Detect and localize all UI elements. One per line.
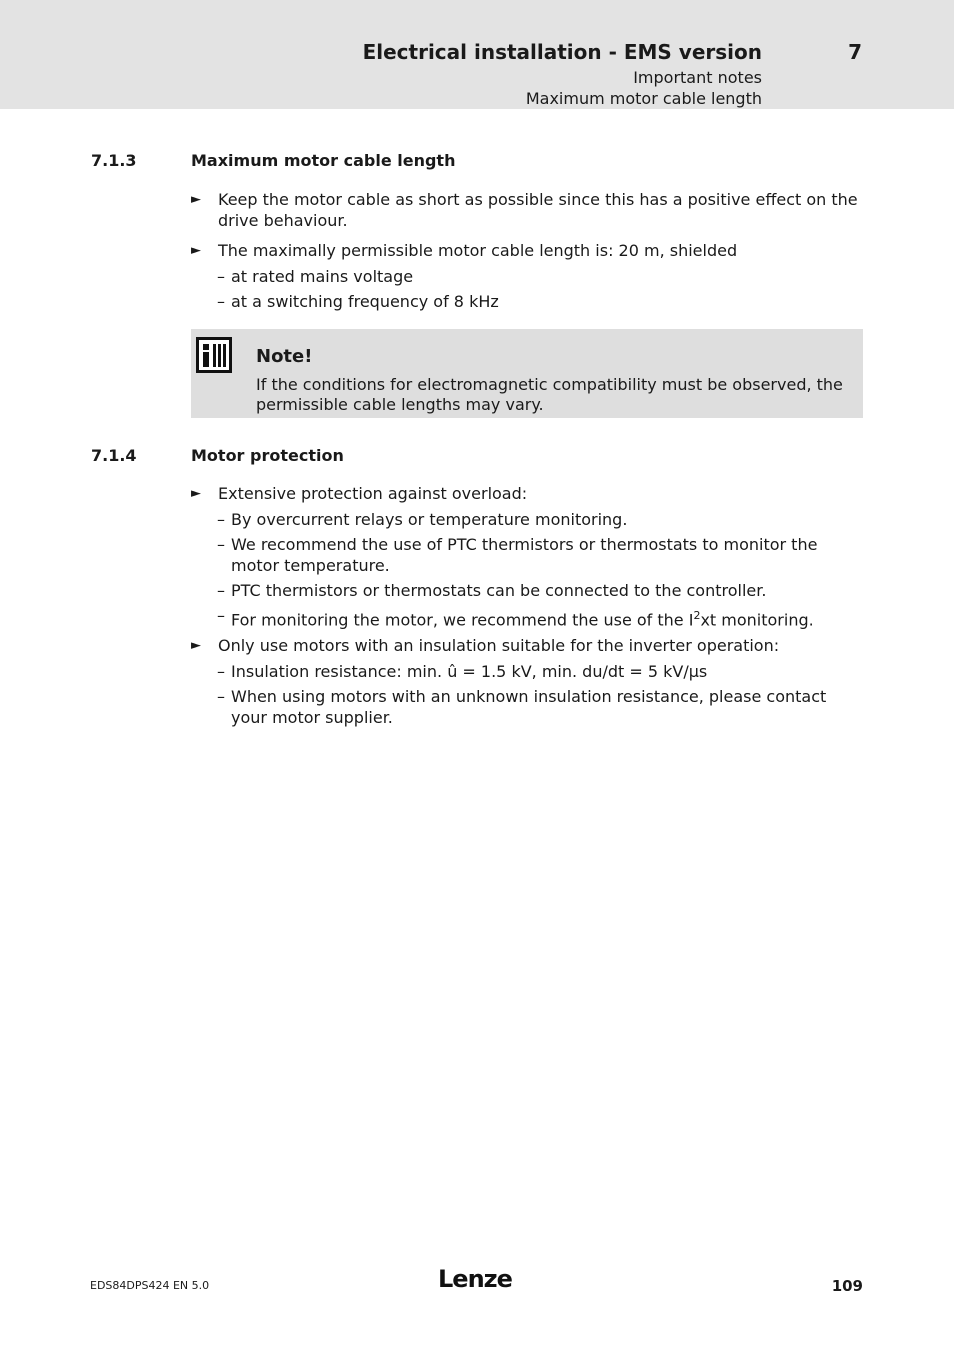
page-number: 109 xyxy=(831,1277,863,1295)
note-box xyxy=(191,329,863,418)
dash-marker: – xyxy=(217,687,225,706)
dash-text-part: For monitoring the motor, we recommend the use of the I xyxy=(231,610,694,630)
bullet-item xyxy=(191,240,861,261)
note-title: Note! xyxy=(256,346,313,367)
dash-marker: – xyxy=(217,267,225,286)
note-text: If the conditions for electromagnetic compatibility must be observed, the permissible cable lengths may vary. xyxy=(256,375,843,414)
footer-document-id: EDS84DPS424 EN 5.0 xyxy=(90,1279,210,1292)
chapter-number: 7 xyxy=(848,40,862,64)
bullet-arrow-icon: ► xyxy=(191,243,201,258)
bullet-text: Keep the motor cable as short as possible since this has a positive effect on the drive behaviour. xyxy=(218,190,858,230)
dash-item xyxy=(217,266,862,287)
bullet-arrow-icon: ► xyxy=(191,638,201,653)
dash-text: at a switching frequency of 8 kHz xyxy=(231,292,499,311)
section-heading-713 xyxy=(91,151,455,170)
page-header-title: Electrical installation - EMS version xyxy=(362,40,762,64)
section-title: Motor protection xyxy=(191,446,344,465)
dash-text: By overcurrent relays or temperature monitoring. xyxy=(231,510,628,529)
dash-item xyxy=(217,605,862,630)
bullet-item xyxy=(191,635,861,656)
dash-text: When using motors with an unknown insulation resistance, please contact your motor supplier. xyxy=(231,687,827,727)
dash-marker: – xyxy=(217,606,225,625)
section-number: 7.1.3 xyxy=(91,151,137,170)
dash-item xyxy=(217,661,862,682)
bullet-item xyxy=(191,483,861,504)
superscript: 2 xyxy=(693,609,701,622)
bullet-text: The maximally permissible motor cable length is: 20 m, shielded xyxy=(218,241,738,260)
bullet-text: Only use motors with an insulation suitable for the inverter operation: xyxy=(218,636,780,655)
bullet-arrow-icon: ► xyxy=(191,486,201,501)
header-subtitle-2: Maximum motor cable length xyxy=(525,89,762,108)
bullet-text: Extensive protection against overload: xyxy=(218,484,528,503)
dash-item xyxy=(217,580,862,601)
section-number: 7.1.4 xyxy=(91,446,137,465)
section-title: Maximum motor cable length xyxy=(191,151,456,170)
dash-text: PTC thermistors or thermostats can be connected to the controller. xyxy=(231,581,767,600)
dash-marker: – xyxy=(217,662,225,681)
dash-item xyxy=(217,686,862,728)
dash-text xyxy=(217,605,862,630)
dash-text: at rated mains voltage xyxy=(231,267,414,286)
bullet-arrow-icon: ► xyxy=(191,192,201,207)
dash-item xyxy=(217,534,862,576)
dash-text-part: xt monitoring. xyxy=(700,610,814,630)
dash-text: We recommend the use of PTC thermistors or thermostats to monitor the motor temperature. xyxy=(231,535,818,575)
dash-marker: – xyxy=(217,510,225,529)
lenze-logo: Lenze xyxy=(438,1265,512,1293)
bullet-item xyxy=(191,189,861,231)
dash-text: Insulation resistance: min. û = 1.5 kV, min. du/dt = 5 kV/µs xyxy=(231,662,708,681)
dash-marker: – xyxy=(217,535,225,554)
dash-marker: – xyxy=(217,292,225,311)
dash-marker: – xyxy=(217,581,225,600)
dash-item xyxy=(217,509,862,530)
info-icon xyxy=(196,337,232,373)
section-heading-714 xyxy=(91,446,344,465)
header-subtitle-1: Important notes xyxy=(633,68,762,87)
dash-item xyxy=(217,291,862,312)
